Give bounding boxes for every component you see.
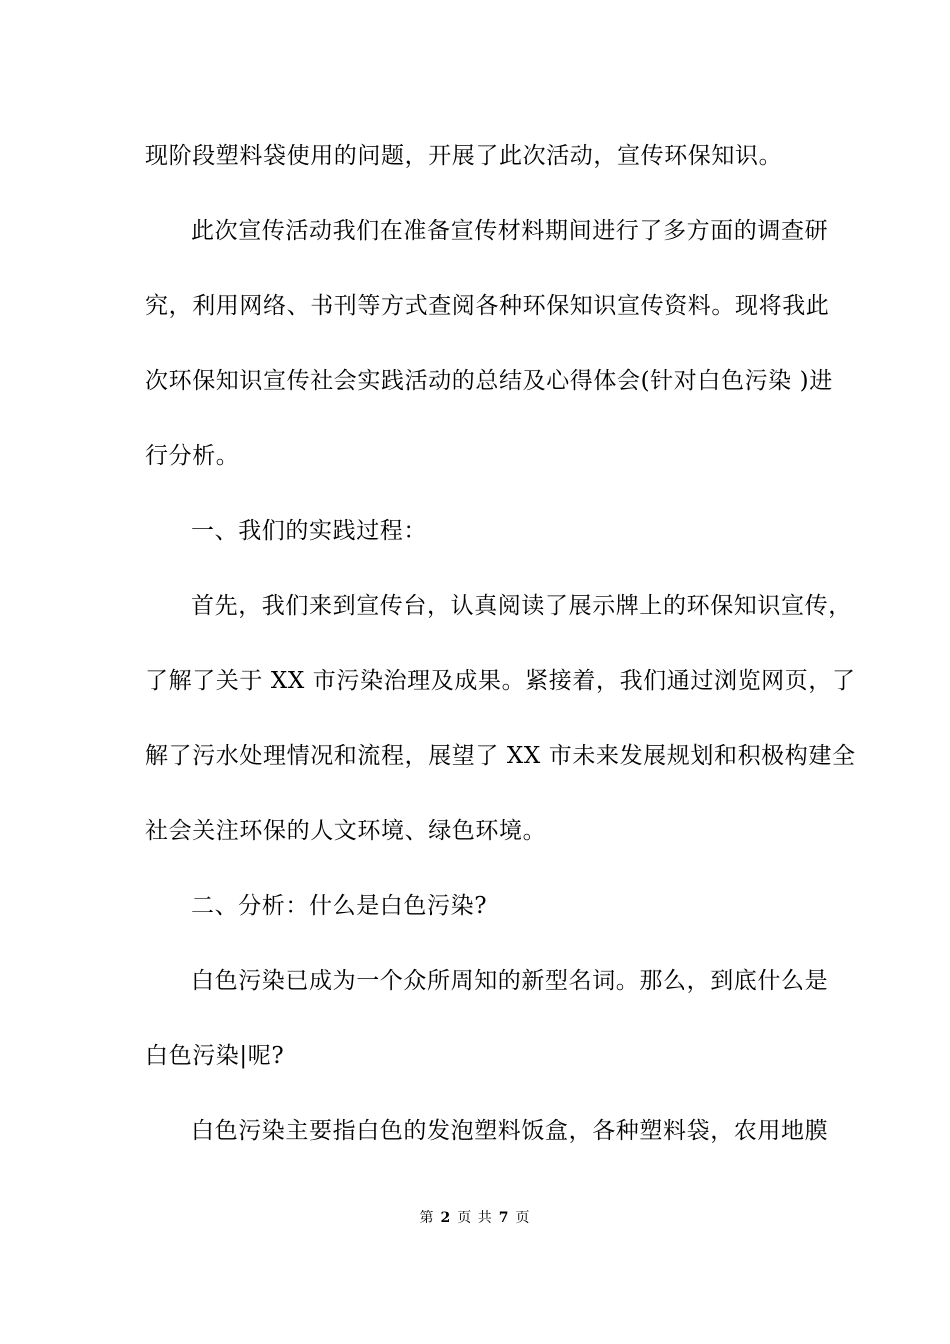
text-line-1: 现阶段塑料袋使用的问题，开展了此次活动，宣传环保知识。	[145, 143, 783, 169]
section-heading-1: 一、我们的实践过程：	[191, 518, 427, 544]
text-line-10: 社会关注环保的人文环境、绿色环境。	[145, 818, 547, 844]
text-line-7: 首先，我们来到宣传台，认真阅读了展示牌上的环保知识宣传，	[191, 593, 852, 619]
footer-suffix: 页	[515, 1210, 531, 1226]
text-line-3: 究，利用网络、书刊等方式查阅各种环保知识宣传资料。现将我此	[145, 293, 830, 319]
text-line-9: 解了污水处理情况和流程，展望了 XX 市未来发展规划和积极构建全	[145, 743, 856, 769]
footer-total-pages: 7	[498, 1210, 510, 1226]
text-line-5: 行分析。	[145, 443, 240, 469]
text-line-12: 白色污染已成为一个众所周知的新型名词。那么，到底什么是	[191, 968, 829, 994]
text-line-8: 了解了关于 XX 市污染治理及成果。紧接着，我们通过浏览网页，了	[145, 668, 856, 694]
footer-middle: 页 共	[457, 1210, 493, 1226]
text-line-2: 此次宣传活动我们在准备宣传材料期间进行了多方面的调查研	[191, 218, 829, 244]
text-line-13: 白色污染|呢?	[145, 1043, 285, 1069]
text-line-4: 次环保知识宣传社会实践活动的总结及心得体会(针对白色污染 )进	[145, 368, 833, 394]
section-heading-2: 二、分析：什么是白色污染?	[191, 893, 488, 919]
page-footer	[0, 1208, 950, 1228]
footer-page-number: 2	[440, 1210, 452, 1226]
footer-prefix: 第	[419, 1210, 435, 1226]
text-line-14: 白色污染主要指白色的发泡塑料饭盒，各种塑料袋，农用地膜	[191, 1118, 829, 1144]
